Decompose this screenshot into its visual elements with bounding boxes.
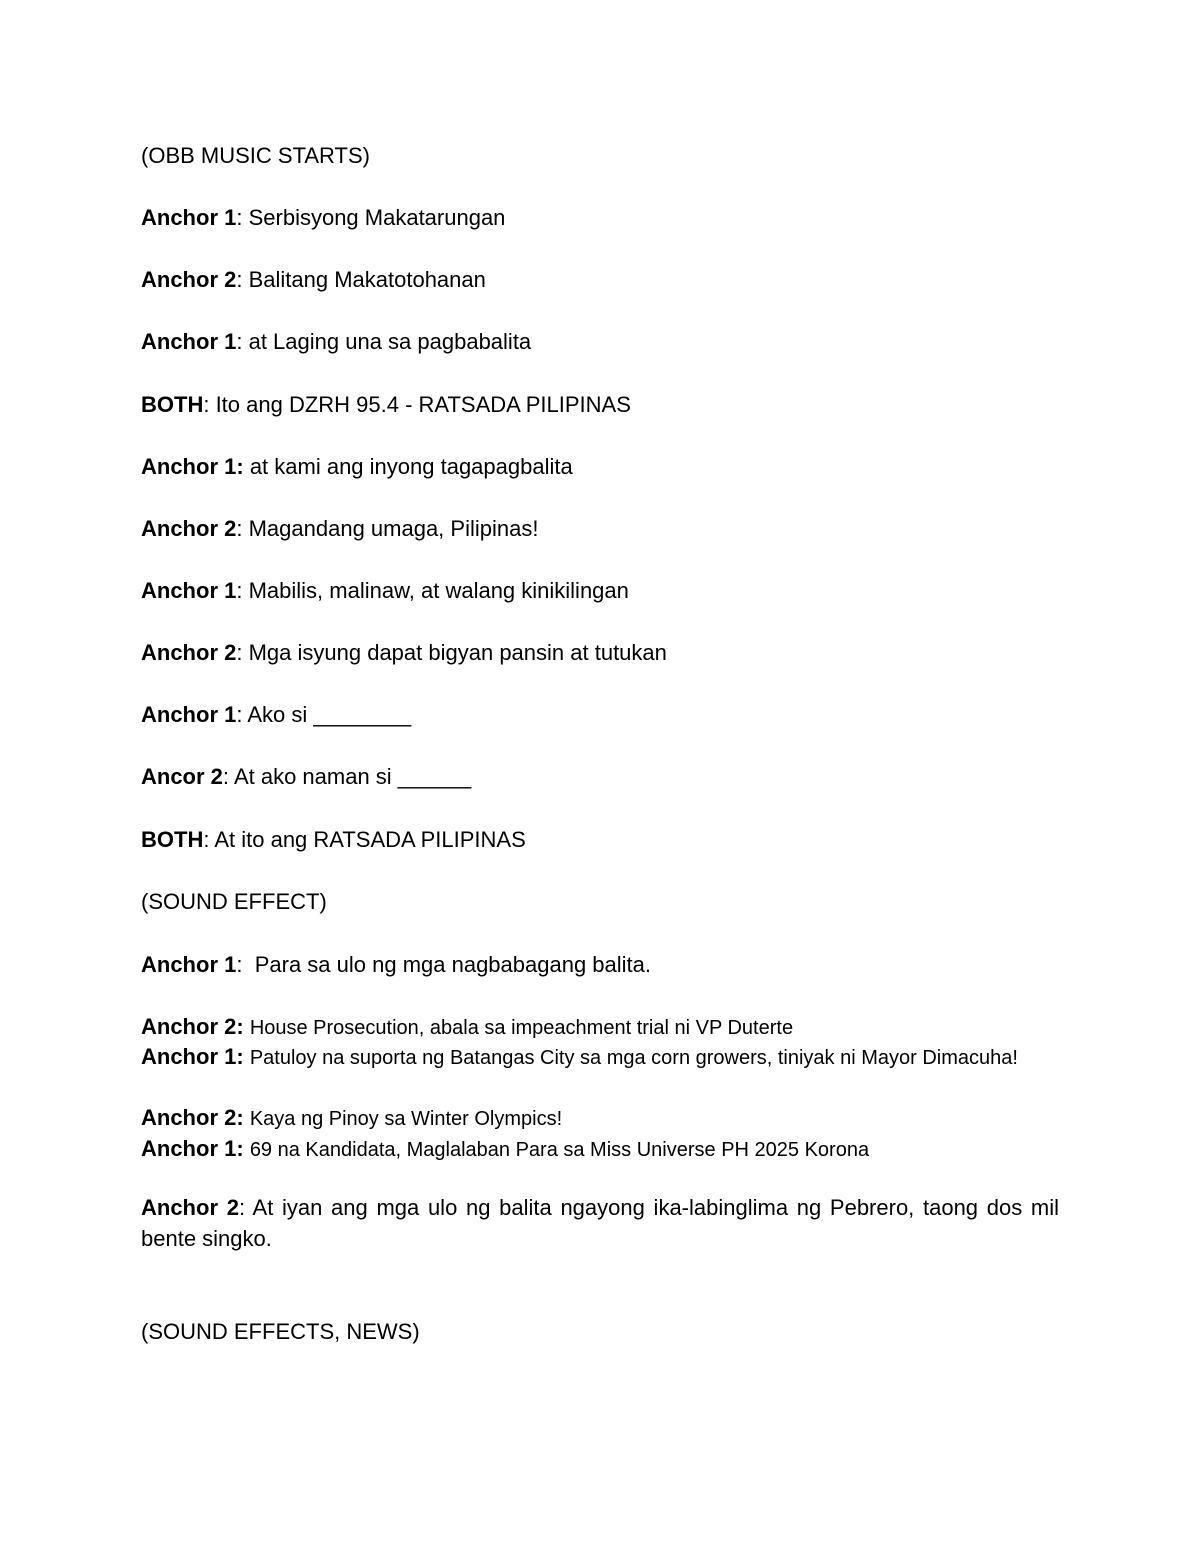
speaker-label: Anchor 2 <box>141 516 237 541</box>
line-text: At ito ang RATSADA PILIPINAS <box>214 827 526 852</box>
headline-line <box>141 1102 1059 1135</box>
speaker-label: Anchor 2 <box>141 1195 239 1220</box>
line-text: (OBB MUSIC STARTS) <box>141 143 370 168</box>
script-line <box>141 202 1059 233</box>
line-text: (SOUND EFFECTS, NEWS) <box>141 1319 420 1344</box>
line-text: 69 na Kandidata, Maglalaban Para sa Miss Universe PH 2025 Korona <box>249 1139 870 1161</box>
speaker-label: BOTH <box>141 392 204 417</box>
speaker-label: Anchor 2 <box>141 640 237 665</box>
line-text: Mga isyung dapat bigyan pansin at tutukan <box>248 640 667 665</box>
script-line <box>141 575 1059 606</box>
script-line <box>141 326 1059 357</box>
separator: : <box>236 702 248 727</box>
script-line <box>141 699 1059 730</box>
speaker-label: Anchor 2: <box>141 1014 244 1039</box>
line-text: Serbisyong Makatarungan <box>248 205 506 230</box>
script-line <box>141 264 1059 295</box>
line-text: Mabilis, malinaw, at walang kinikilingan <box>248 578 629 603</box>
line-text: at kami ang inyong tagapagbalita <box>249 454 573 479</box>
speaker-label: Anchor 1 <box>141 329 237 354</box>
script-line <box>141 761 1059 792</box>
line-text: Balitang Makatotohanan <box>248 267 486 292</box>
speaker-label: Anchor 1 <box>141 702 237 727</box>
script-line <box>141 513 1059 544</box>
script-line <box>141 1192 1059 1254</box>
speaker-label: Anchor 2: <box>141 1105 244 1130</box>
speaker-label: Anchor 1 <box>141 205 237 230</box>
headline-line <box>141 1011 1059 1044</box>
speaker-label: Anchor 1: <box>141 454 244 479</box>
separator: : <box>238 1195 253 1220</box>
separator: : <box>203 392 216 417</box>
speaker-label: Anchor 2 <box>141 267 237 292</box>
speaker-label: Anchor 1: <box>141 1044 244 1069</box>
line-text: Ako si ________ <box>247 702 412 727</box>
script-line <box>141 949 1059 980</box>
line-text: At iyan ang mga ulo ng balita ngayong ika-labinglima ng Pebrero, taong dos mil bente singko. <box>141 1195 1059 1251</box>
line-text: House Prosecution, abala sa impeachment trial ni VP Duterte <box>249 1017 794 1039</box>
speaker-label: Anchor 1 <box>141 952 237 977</box>
line-text: Patuloy na suporta ng Batangas City sa mga corn growers, tiniyak ni Mayor Dimacuha! <box>249 1047 1018 1069</box>
speaker-label: BOTH <box>141 827 204 852</box>
separator: : <box>236 640 249 665</box>
separator: : <box>236 516 249 541</box>
line-text: Magandang umaga, Pilipinas! <box>248 516 539 541</box>
line-text: Ito ang DZRH 95.4 - RATSADA PILIPINAS <box>215 392 631 417</box>
speaker-label: Anchor 1: <box>141 1136 244 1161</box>
separator: : <box>222 764 234 789</box>
speaker-label: Ancor 2 <box>141 764 223 789</box>
line-text: At ako naman si ______ <box>233 764 472 789</box>
separator: : <box>236 267 249 292</box>
separator: : <box>236 952 255 977</box>
headline-line <box>141 1042 1059 1073</box>
separator: : <box>236 578 249 603</box>
line-text: (SOUND EFFECT) <box>141 889 327 914</box>
line-text: Kaya ng Pinoy sa Winter Olympics! <box>249 1108 563 1130</box>
script-line <box>141 824 1059 855</box>
separator: : <box>203 827 215 852</box>
script-line <box>141 637 1059 668</box>
separator: : <box>236 329 249 354</box>
separator: : <box>236 205 249 230</box>
stage-direction-obb <box>141 140 1059 171</box>
script-line <box>141 389 1059 420</box>
script-line <box>141 451 1059 482</box>
line-text: at Laging una sa pagbabalita <box>248 329 532 354</box>
headline-line <box>141 1133 1059 1166</box>
line-text: Para sa ulo ng mga nagbabagang balita. <box>254 952 652 977</box>
stage-direction-sound-effect <box>141 886 1059 917</box>
stage-direction-sound-effects-news <box>141 1316 1059 1347</box>
speaker-label: Anchor 1 <box>141 578 237 603</box>
